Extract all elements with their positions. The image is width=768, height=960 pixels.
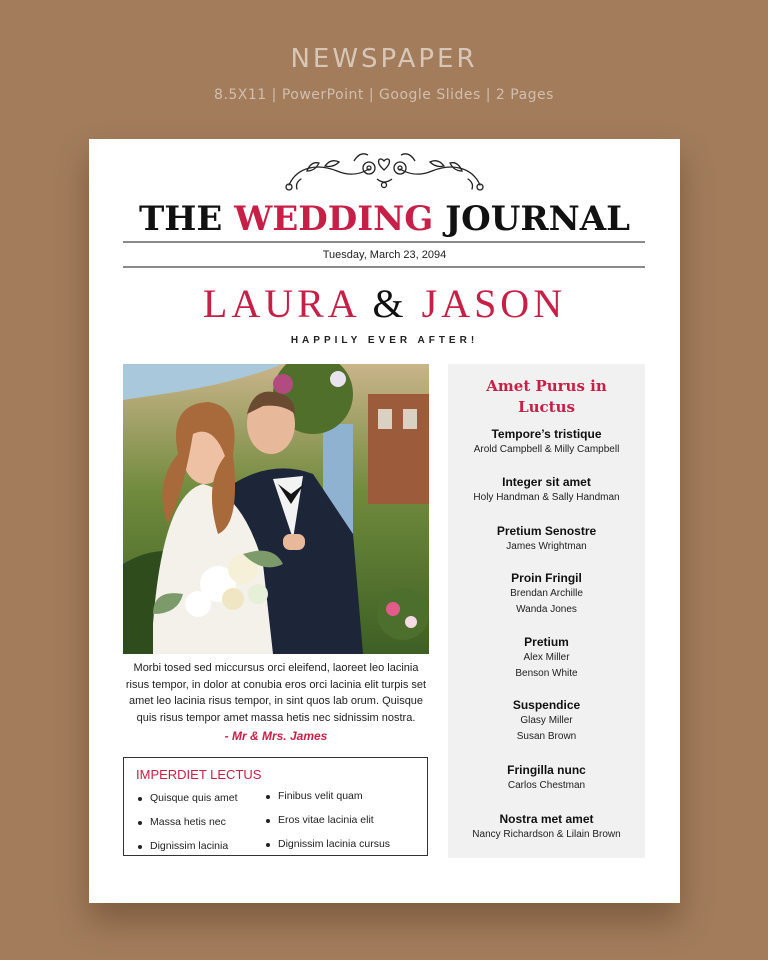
sidebar-item-line: Wanda Jones — [516, 603, 577, 615]
list-item: Massa hetis nec — [136, 816, 238, 840]
sidebar-item-line: Arold Campbell & Milly Campbell — [473, 444, 620, 455]
masthead-end: JOURNAL — [433, 199, 631, 239]
header-title: NEWSPAPER — [290, 44, 478, 74]
sidebar-title — [448, 376, 645, 418]
couple-names — [89, 280, 680, 327]
sidebar-item-head: Integer sit amet — [502, 475, 591, 489]
box-list-right — [264, 790, 390, 862]
masthead — [89, 199, 680, 239]
list-item: Eros vitae lacinia elit — [264, 814, 390, 838]
sidebar-item-line: James Wrightman — [506, 541, 587, 552]
floral-ornament-icon — [277, 149, 492, 195]
sidebar-item-head: Nostra met amet — [499, 812, 594, 826]
sidebar-item-line: Glasy Miller — [520, 715, 573, 726]
newspaper-page — [89, 139, 680, 903]
sidebar-item-line: Brendan Archille — [510, 588, 583, 599]
sidebar-item-line: Nancy Richardson & Lilain Brown — [472, 829, 621, 840]
rule-bottom — [123, 266, 645, 268]
ampersand: & — [372, 281, 408, 326]
sidebar-item — [448, 570, 645, 617]
list-item: Dignissim lacinia cursus — [264, 838, 390, 862]
issue-date: Tuesday, March 23, 2094 — [322, 249, 447, 261]
signature: - Mr & Mrs. James — [224, 729, 328, 743]
sidebar-item-head: Suspendice — [512, 698, 581, 712]
sidebar-item-line: Alex Miller — [523, 652, 570, 663]
sidebar-item-head: Pretium — [524, 635, 569, 649]
sidebar-title-line1: Amet Purus in — [486, 377, 607, 395]
sidebar-item — [448, 474, 645, 506]
tagline: HAPPILY EVER AFTER! — [290, 335, 479, 346]
sidebar-item-head: Tempore’s tristique — [491, 427, 602, 441]
masthead-accent: WEDDING — [234, 199, 434, 239]
wedding-couple-photo-icon — [123, 364, 429, 654]
sidebar-item-head: Fringilla nunc — [507, 763, 586, 777]
sidebar-item-line: Carlos Chestman — [507, 780, 586, 791]
sidebar-item-line: Benson White — [515, 667, 578, 679]
rule-top — [123, 241, 645, 243]
name-one: LAURA — [202, 281, 359, 326]
sidebar-item — [448, 811, 645, 843]
sidebar-item — [448, 762, 645, 794]
sidebar-item — [448, 523, 645, 555]
list-item: Finibus velit quam — [264, 790, 390, 814]
sidebar-item — [448, 426, 645, 458]
imperdiet-box — [123, 757, 428, 856]
sidebar-item-head: Proin Fringil — [511, 571, 582, 585]
list-item: Dignissim lacinia — [136, 840, 238, 864]
name-two: JASON — [421, 281, 567, 326]
sidebar-item-head: Pretium Senostre — [496, 524, 597, 538]
story-text: Morbi tosed sed miccursus orci eleifend, laoreet leo lacinia risus tempor, in dolor at conubia eros orci lacinia elit turpis set amet leo lacinia risus tempor, in sint quos lab orum. Quisque quis risus tempor amet massa hetis nec sidnissim nostra. — [125, 662, 427, 724]
box-list-left — [136, 792, 238, 864]
header-subtitle: 8.5X11 | PowerPoint | Google Slides | 2 Pages — [214, 87, 554, 103]
sidebar-title-line2: Luctus — [518, 398, 575, 416]
sidebar-panel — [448, 364, 645, 858]
list-item: Quisque quis amet — [136, 792, 238, 816]
masthead-start: THE — [138, 199, 235, 239]
box-title: IMPERDIET LECTUS — [136, 767, 262, 782]
sidebar-item — [448, 697, 645, 744]
sidebar-item-line: Holy Handman & Sally Handman — [473, 492, 620, 503]
sidebar-item — [448, 634, 645, 681]
sidebar-item-line: Susan Brown — [516, 730, 577, 742]
wedding-photo — [123, 364, 429, 654]
